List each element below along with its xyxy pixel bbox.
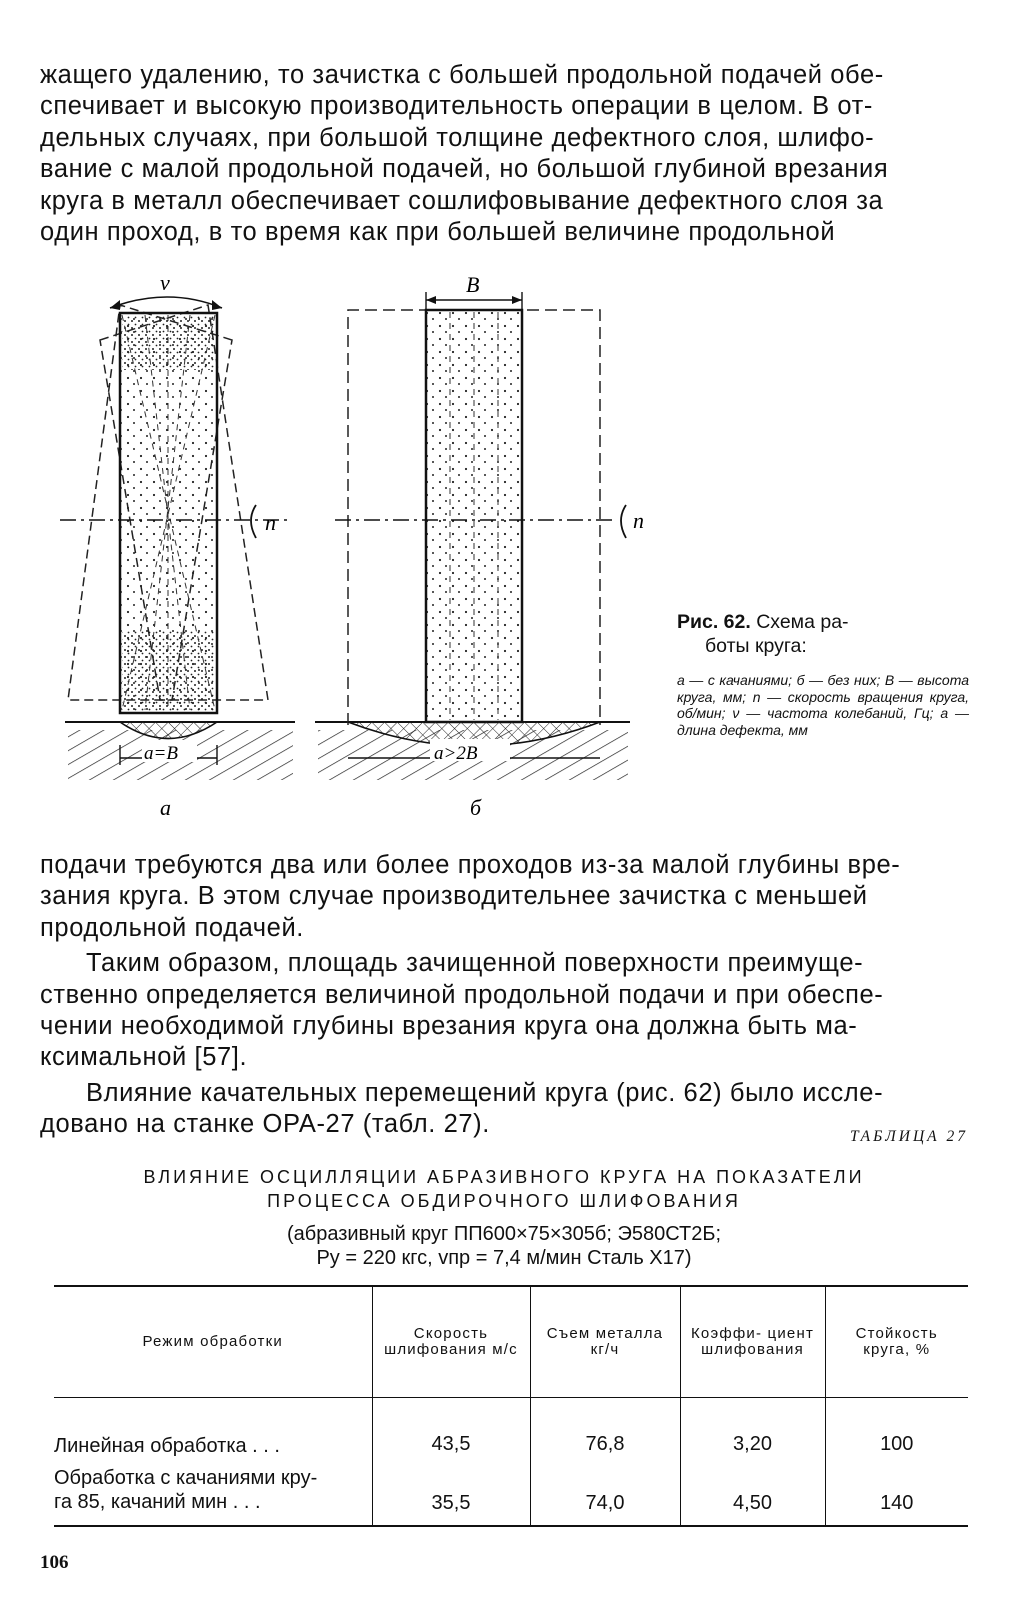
label-part-a: а (160, 795, 171, 820)
data-table (54, 1285, 968, 1527)
label-a-gt-2B: a>2B (434, 743, 478, 764)
row-speed: 43,5 (372, 1398, 530, 1466)
body-text (40, 850, 968, 1141)
row-coefficient: 4,50 (680, 1466, 825, 1526)
header-coefficient: Коэффи- циент шлифования (680, 1286, 825, 1398)
text-line: вание с малой продольной подачей, но большой глубиной врезания (40, 155, 889, 184)
text-line: зания круга. В этом случае производительнее зачистка с меньшей (40, 882, 868, 911)
paragraph-4 (40, 1078, 968, 1141)
caption-number: Рис. 62. (677, 611, 751, 633)
figure-part-b (315, 272, 644, 820)
page-number: 106 (40, 1552, 69, 1573)
text-line: подачи требуются два или более проходов из-за малой глубины вре- (40, 851, 901, 879)
paragraph-3 (40, 948, 968, 1074)
table-header-row (54, 1286, 968, 1398)
label-v: v (160, 270, 170, 295)
table-row (54, 1466, 968, 1526)
row-life: 100 (825, 1398, 968, 1466)
row-removal: 76,8 (530, 1398, 680, 1466)
label-n-b: n (633, 508, 644, 533)
paragraph-2 (40, 850, 968, 944)
table-subtitle (40, 1222, 968, 1270)
text-line: Влияние качательных перемещений круга (рис. 62) было иссле- (86, 1078, 884, 1107)
header-life: Стойкость круга, % (825, 1286, 968, 1398)
text-line: продольной подачей. (40, 913, 304, 942)
header-removal: Съем металла кг/ч (530, 1286, 680, 1398)
intro-paragraph (40, 60, 968, 248)
row-mode (54, 1398, 372, 1466)
caption-title (677, 610, 969, 658)
text-line: круга в металл обеспечивает сошлифовывание дефектного слоя за (40, 186, 884, 215)
figure-part-a (60, 270, 295, 820)
text-line: дельных случаях, при большой толщине дефектного слоя, шлифо- (40, 123, 875, 152)
text-line: ственно определяется величиной продольной подачи и при обеспе- (40, 980, 884, 1009)
label-part-b: б (470, 795, 482, 820)
text-line: чении необходимой глубины врезания круга она должна быть ма- (40, 1012, 858, 1041)
table-title-line: ПРОЦЕССА ОБДИРОЧНОГО ШЛИФОВАНИЯ (267, 1191, 741, 1211)
row-coefficient: 3,20 (680, 1398, 825, 1466)
table-subtitle-line: (абразивный круг ПП600×75×305б; Э580СТ2Б; (286, 1223, 722, 1245)
text-line: Таким образом, площадь зачищенной поверхности преимуще- (86, 949, 864, 978)
caption-text: а — с качаниями; б — без них; B — высота круга, мм; n — скорость вращения круга, об/мин; ν — частота колебаний, Гц; а — длина дефекта, мм (677, 672, 969, 738)
label-n-a: n (265, 510, 276, 535)
row-mode-line: Обработка с качаниями кру- (54, 1466, 318, 1489)
table-subtitle-line: Pу = 220 кгс, vпр = 7,4 м/мин Сталь Х17) (316, 1247, 692, 1269)
row-life: 140 (825, 1466, 968, 1526)
table-label: ТАБЛИЦА 27 (850, 1128, 968, 1145)
page (40, 60, 969, 1514)
table-title-line: ВЛИЯНИЕ ОСЦИЛЛЯЦИИ АБРАЗИВНОГО КРУГА НА ПОКАЗАТЕЛИ (143, 1167, 865, 1187)
text-line: довано на станке ОРА-27 (табл. 27). (40, 1110, 490, 1139)
row-mode (54, 1466, 372, 1526)
text-line: один проход, в то время как при большей величине продольной (40, 218, 836, 247)
figure-62 (40, 270, 968, 870)
row-removal: 74,0 (530, 1466, 680, 1526)
grinding-wheel-diagram (60, 270, 680, 870)
label-B: B (466, 272, 480, 297)
caption-title-part2: боты круга: (705, 635, 807, 657)
table-title (40, 1165, 968, 1213)
header-mode: Режим обработки (54, 1286, 372, 1398)
text-line: ксимальной [57]. (40, 1043, 248, 1072)
row-speed: 35,5 (372, 1466, 530, 1526)
text-line: спечивает и высокую производительность операции в целом. В от- (40, 92, 873, 121)
text-line: жащего удалению, то зачистка с большей продольной подачей обе- (40, 61, 884, 89)
row-mode-line: Линейная обработка . . . (54, 1434, 280, 1457)
table-row (54, 1398, 968, 1466)
caption-title-part1: Схема ра- (756, 611, 849, 633)
row-mode-line: га 85, качаний мин . . . (54, 1490, 261, 1513)
header-speed: Скорость шлифования м/с (372, 1286, 530, 1398)
figure-caption (677, 610, 969, 738)
label-a-equals-B: a=B (144, 743, 178, 764)
